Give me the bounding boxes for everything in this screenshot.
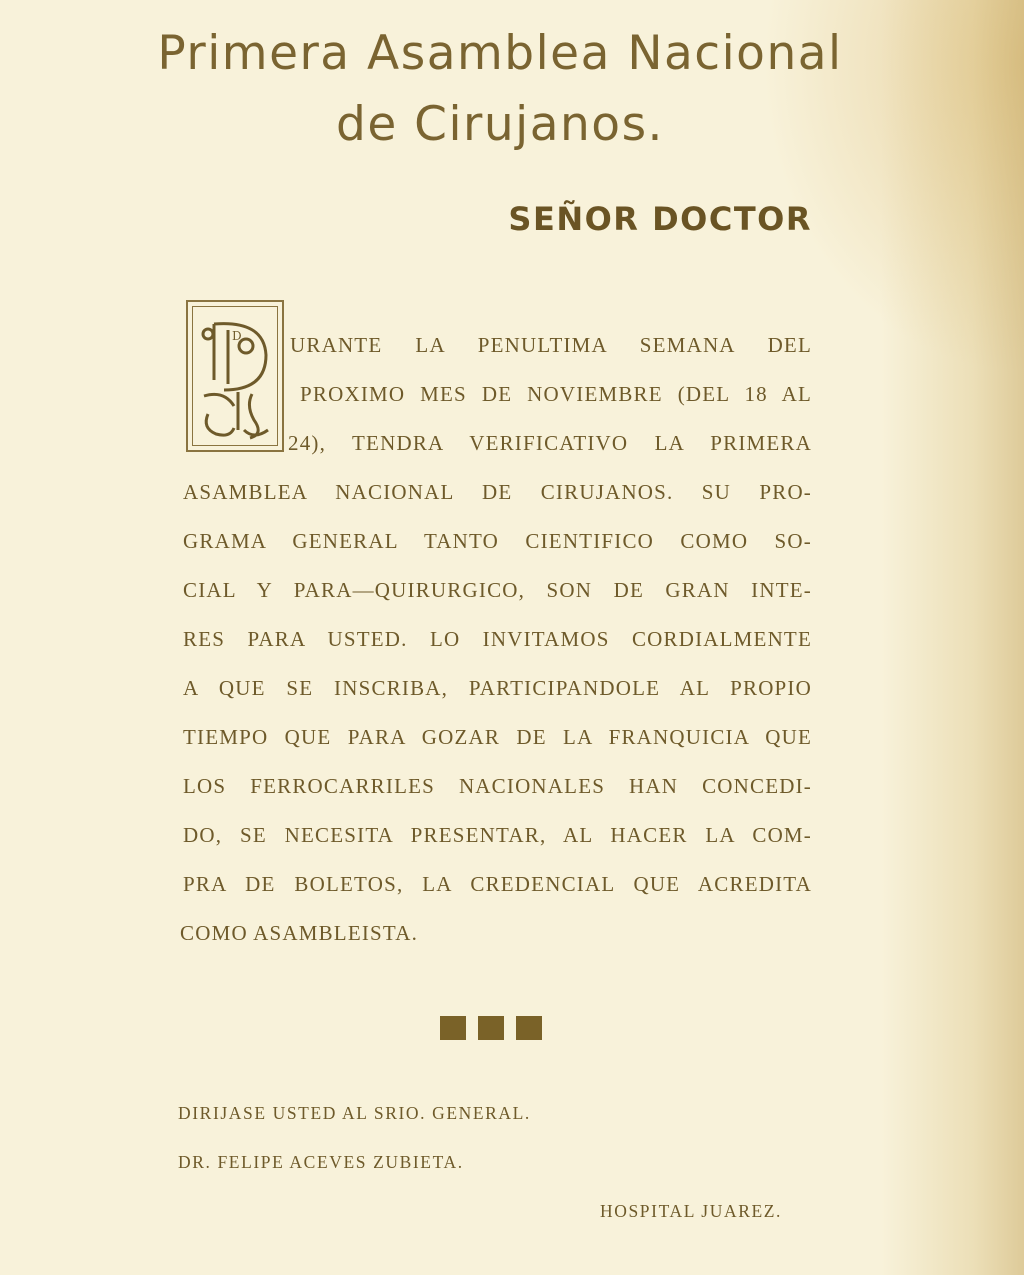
letter-line: ASAMBLEA NACIONAL DE CIRUJANOS. SU PRO-	[183, 480, 812, 504]
letter-line: PRA DE BOLETOS, LA CREDENCIAL QUE ACREDITA	[183, 872, 812, 896]
letter-line: 24), TENDRA VERIFICATIVO LA PRIMERA	[288, 431, 812, 455]
letter-line: CIAL Y PARA—QUIRURGICO, SON DE GRAN INTE-	[183, 578, 812, 602]
document-title-line-1: Primera Asamblea Nacional	[157, 26, 843, 81]
drop-cap-letter: D	[232, 329, 242, 343]
letter-line: URANTE LA PENULTIMA SEMANA DEL	[290, 333, 812, 357]
decorated-initial-d	[186, 300, 284, 452]
ornament-block-icon	[516, 1016, 542, 1040]
footer-contact-name: DR. FELIPE ACEVES ZUBIETA.	[178, 1152, 464, 1172]
footer-instruction: DIRIJASE USTED AL SRIO. GENERAL.	[178, 1103, 531, 1123]
letter-line: TIEMPO QUE PARA GOZAR DE LA FRANQUICIA QUE	[183, 725, 812, 749]
document-title-line-2: de Cirujanos.	[335, 97, 664, 152]
ornament-block-icon	[440, 1016, 466, 1040]
salutation: SEÑOR DOCTOR	[508, 200, 812, 238]
letter-line: RES PARA USTED. LO INVITAMOS CORDIALMENTE	[183, 627, 812, 651]
letter-line: GRAMA GENERAL TANTO CIENTIFICO COMO SO-	[183, 529, 812, 553]
ornament-block-icon	[478, 1016, 504, 1040]
letter-line: DO, SE NECESITA PRESENTAR, AL HACER LA COM-	[183, 823, 812, 847]
footer-hospital: HOSPITAL JUAREZ.	[600, 1201, 783, 1221]
letter-line: LOS FERROCARRILES NACIONALES HAN CONCEDI-	[183, 774, 812, 798]
letter-line: A QUE SE INSCRIBA, PARTICIPANDOLE AL PROPIO	[183, 676, 812, 700]
section-divider-ornament	[440, 1016, 542, 1040]
ornamental-letter-d-icon	[194, 310, 278, 446]
letter-line: PROXIMO MES DE NOVIEMBRE (DEL 18 AL	[300, 382, 812, 406]
letter-line-last: COMO ASAMBLEISTA.	[180, 921, 419, 945]
